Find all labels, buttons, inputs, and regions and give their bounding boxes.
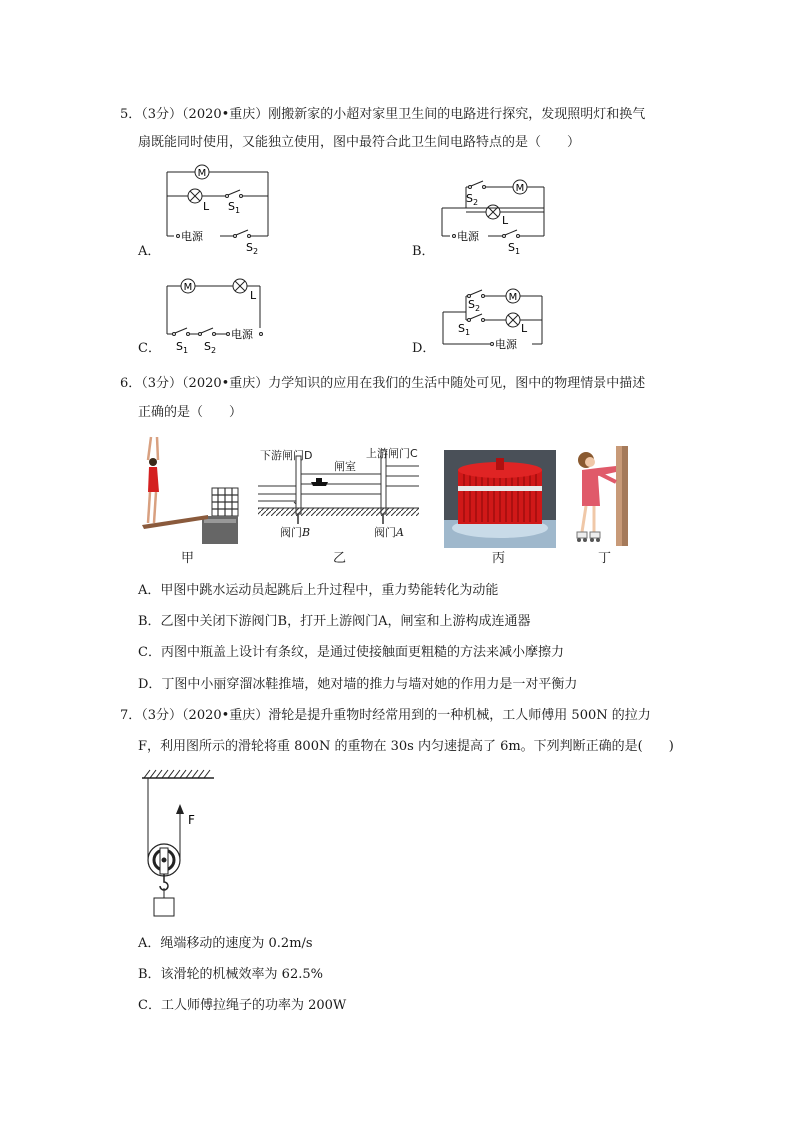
q6-stem-line2: 正确的是（ ） — [138, 405, 243, 420]
q7-force-label: F — [188, 813, 195, 827]
q6-label-jia: 甲 — [181, 551, 195, 566]
q5-d-switch1-label: $S_1$ — [458, 322, 471, 337]
q6-stem-line1: 6．（3分）（2020•重庆）力学知识的应用在我们的生活中随处可见，图中的物理情景中描述 — [120, 376, 646, 391]
q7-figure-pulley — [138, 768, 228, 920]
q5-d-power-label: 电源 — [495, 338, 517, 351]
q5-d-lamp-label: L — [521, 322, 528, 335]
q6-label-gate-d: 下游闸门D — [260, 449, 313, 462]
q5-option-b-letter: B． — [412, 244, 435, 259]
q5-b-switch1-label: $S_1$ — [508, 241, 521, 256]
q5-circuit-a — [160, 160, 275, 255]
q7-option-a: A．绳端移动的速度为 0.2m/s — [138, 936, 313, 951]
q5-option-c-letter: C． — [138, 341, 161, 356]
q6-label-ding: 丁 — [598, 551, 612, 566]
q6-figure-bing-bottle-cap — [444, 450, 556, 548]
q6-option-b: B．乙图中关闭下游阀门B，打开上游阀门A，闸室和上游构成连通器 — [138, 614, 531, 629]
q5-option-a-letter: A． — [138, 244, 161, 259]
q6-figure-ding-skater — [572, 446, 630, 546]
q5-circuit-d — [436, 282, 551, 357]
q6-label-gate-c: 上游闸门C — [366, 447, 418, 460]
q5-b-switch2-label: $S_2$ — [466, 192, 479, 207]
q5-c-motor-label: M — [183, 282, 193, 293]
q6-label-yi: 乙 — [333, 551, 347, 566]
q6-figure-jia-diver — [136, 430, 242, 565]
q7-stem-line1: 7．（3分）（2020•重庆）滑轮是提升重物时经常用到的一种机械，工人师傅用 500N 的拉力 — [120, 708, 651, 723]
q5-c-switch2-label: $S_2$ — [204, 340, 217, 355]
q5-stem-line2: 扇既能同时使用，又能独立使用，图中最符合此卫生间电路特点的是（ ） — [138, 135, 581, 150]
q7-option-b: B．该滑轮的机械效率为 62.5% — [138, 967, 323, 982]
q6-label-valve-b: 阀门B — [280, 526, 311, 539]
q5-a-switch1-label: $S_1$ — [228, 200, 241, 215]
q6-label-valve-a: 阀门A — [374, 526, 404, 539]
q5-c-power-label: 电源 — [231, 328, 253, 341]
q5-a-power-label: 电源 — [181, 230, 203, 243]
q5-a-motor-label: M — [197, 168, 207, 179]
q5-b-motor-label: M — [515, 183, 525, 194]
q7-stem-line2: F，利用图所示的滑轮将重 800N 的重物在 30s 内匀速提高了 6m。下列判断正确的是( ) — [138, 739, 674, 754]
q5-circuit-c — [160, 268, 275, 358]
q6-option-d: D．丁图中小丽穿溜冰鞋推墙，她对墙的推力与墙对她的作用力是一对平衡力 — [138, 677, 578, 692]
q5-b-lamp-label: L — [502, 214, 509, 227]
q5-a-lamp-label: L — [203, 200, 210, 213]
q6-option-a: A．甲图中跳水运动员起跳后上升过程中，重力势能转化为动能 — [138, 583, 499, 598]
q5-option-d-letter: D． — [412, 341, 436, 356]
q5-stem-line1: 5．（3分）（2020•重庆）刚搬新家的小超对家里卫生间的电路进行探究，发现照明灯和换气 — [120, 107, 646, 122]
q6-option-c: C．丙图中瓶盖上设计有条纹，是通过使接触面更粗糙的方法来减小摩擦力 — [138, 645, 564, 660]
q6-label-bing: 丙 — [492, 551, 506, 566]
q7-option-c: C．工人师傅拉绳子的功率为 200W — [138, 998, 347, 1013]
q5-circuit-b — [436, 172, 551, 257]
q5-d-motor-label: M — [508, 292, 518, 303]
q5-d-switch2-label: $S_2$ — [468, 298, 481, 313]
q5-b-power-label: 电源 — [457, 230, 479, 243]
q5-c-switch1-label: $S_1$ — [176, 340, 189, 355]
q5-a-switch2-label: $S_2$ — [246, 241, 259, 255]
q6-label-chamber: 闸室 — [334, 460, 356, 473]
q5-c-lamp-label: L — [250, 289, 257, 302]
